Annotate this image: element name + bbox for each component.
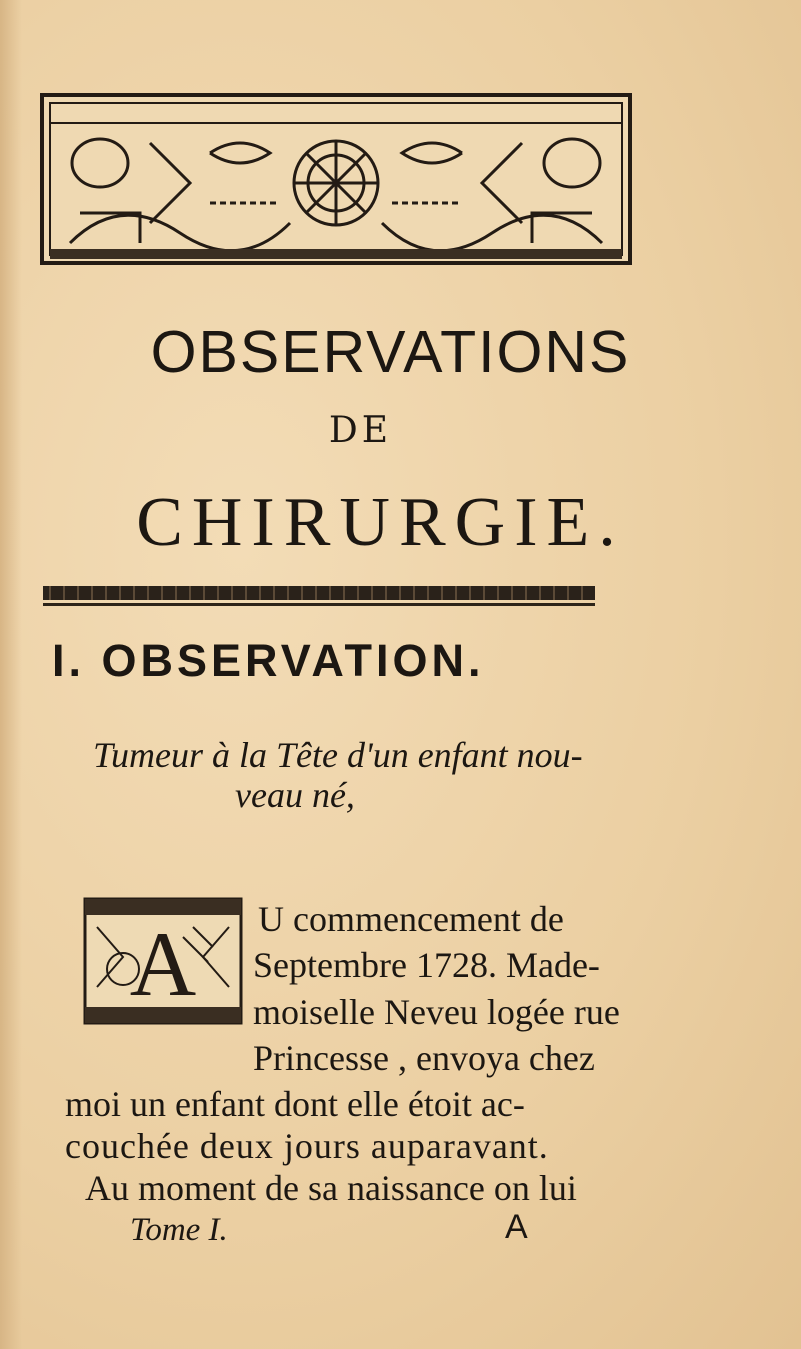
title-observations: OBSERVATIONS	[150, 319, 631, 385]
body-line-3: moiselle Neveu logée rue	[253, 992, 620, 1032]
body-line-1: U commencement de	[258, 899, 564, 939]
body-line-2: Septembre 1728. Made-	[253, 945, 600, 985]
observation-heading: I. OBSERVATION.	[52, 635, 485, 686]
dropcap-ornament	[83, 897, 243, 1025]
body-line-6: couchée deux jours auparavant.	[65, 1126, 549, 1166]
subtitle-line-1: Tumeur à la Tête d'un enfant nou-	[93, 735, 583, 775]
title-connector: DE	[328, 410, 393, 451]
subtitle-line-2: veau né,	[235, 775, 355, 815]
body-line-7: Au moment de sa naissance on lui	[85, 1168, 577, 1208]
footer-volume: Tome I.	[130, 1212, 228, 1248]
ornamental-rule	[43, 586, 595, 600]
divider-line	[43, 603, 595, 606]
footer-signature: A	[505, 1208, 528, 1246]
title-subject: CHIRURGIE.	[136, 484, 625, 561]
ornamental-headpiece	[40, 93, 632, 265]
dropcap-letter: A	[129, 913, 197, 1015]
page-edge-shadow	[0, 0, 22, 1349]
body-line-5: moi un enfant dont elle étoit ac-	[65, 1084, 525, 1124]
observation-subtitle	[93, 735, 653, 815]
body-line-4: Princesse , envoya chez	[253, 1038, 595, 1078]
